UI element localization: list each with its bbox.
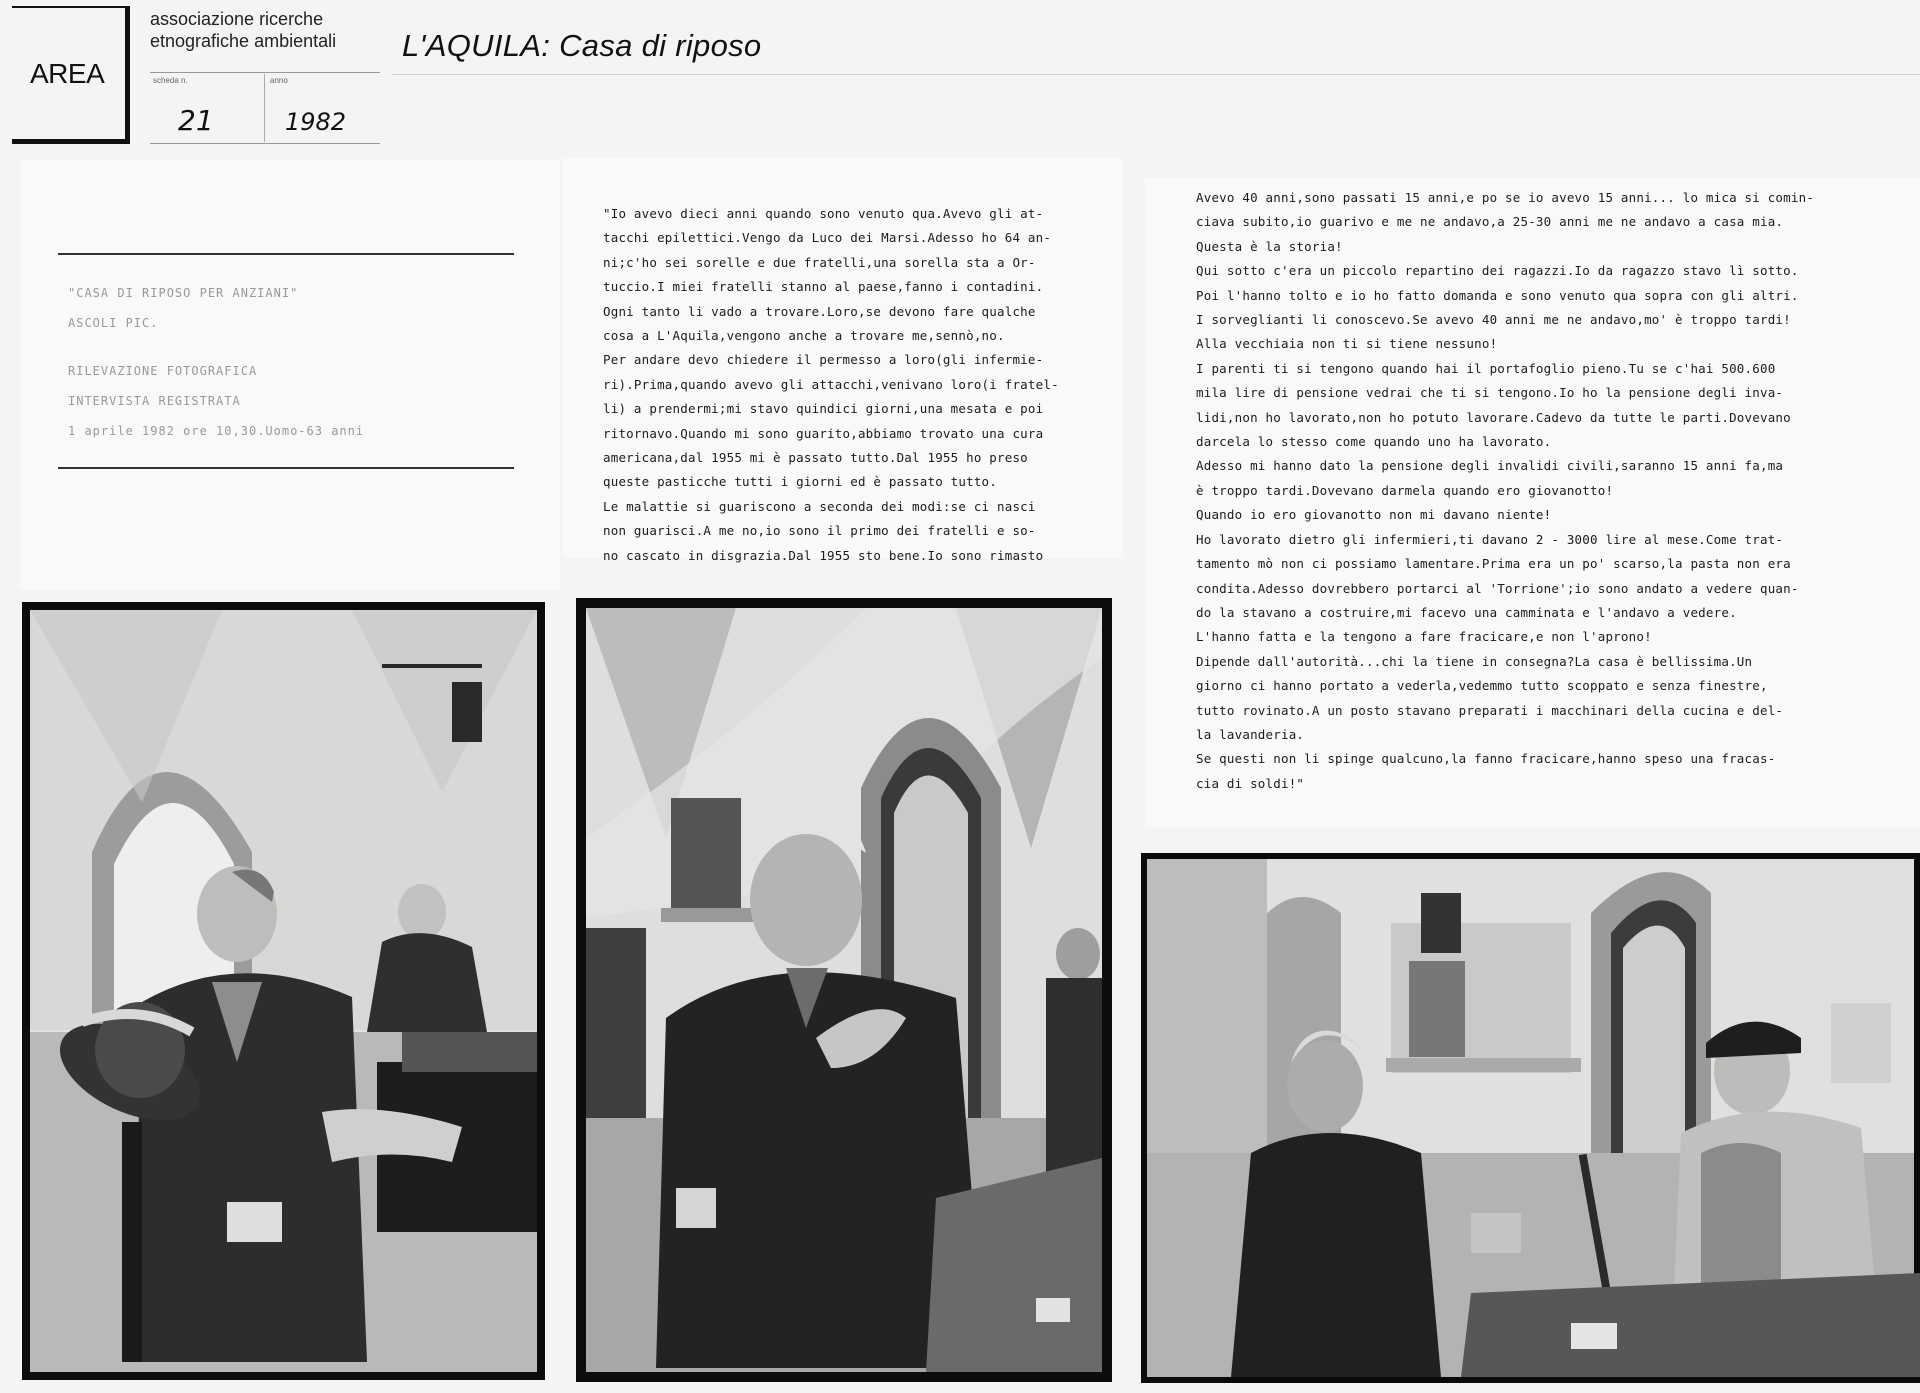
association-line-2: etnografiche ambientali [150, 31, 337, 51]
interview-line: giorno ci hanno portato a vederla,vedemmo tutto scoppato e senza finestre, [1196, 678, 1768, 694]
caption-line: ASCOLI PIC. [68, 316, 159, 330]
caption-rule-bottom [58, 467, 514, 469]
interview-line: do la stavano a costruire,mi facevo una camminata e l'andavo a vedere. [1196, 604, 1737, 620]
interview-column-2 [1196, 186, 1814, 796]
interview-line: cia di soldi!" [1196, 775, 1305, 791]
interview-line: Quando io ero giovanotto non mi davano niente! [1196, 507, 1552, 523]
interview-line: non guarisci.A me no,io sono il primo dei fratelli e so- [603, 523, 1036, 539]
photo-card-players [22, 602, 545, 1380]
page-title: L'AQUILA: Casa di riposo [402, 28, 762, 63]
interview-line: ni;c'ho sei sorelle e due fratelli,una sorella sta a Or- [603, 254, 1036, 270]
interview-line: Adesso mi hanno dato la pensione degli invalidi civili,saranno 15 anni fa,ma [1196, 458, 1784, 474]
interview-line: tutto rovinato.A un posto stavano preparati i macchinari della cucina e del- [1196, 702, 1784, 718]
caption-line: RILEVAZIONE FOTOGRAFICA [68, 364, 258, 378]
sheet-label: scheda n. [153, 76, 188, 85]
caption-line: 1 aprile 1982 ore 10,30.Uomo-63 anni [68, 424, 365, 438]
interview-line: queste pasticche tutti i giorni ed è passato tutto. [603, 474, 998, 490]
caption-line: INTERVISTA REGISTRATA [68, 394, 241, 408]
interview-line: Ho lavorato dietro gli infermieri,ti davano 2 - 3000 lire al mese.Come trat- [1196, 531, 1784, 547]
meta-divider-vertical [264, 74, 265, 142]
interview-line: Se questi non li spinge qualcuno,la fanno fracicare,hanno speso una fracas- [1196, 751, 1776, 767]
caption-line: "CASA DI RIPOSO PER ANZIANI" [68, 286, 299, 300]
interview-line: darcela lo stesso come quando uno ha lavorato. [1196, 434, 1552, 450]
interview-line: li) a prendermi;mi stavo quindici giorni,una mesata e poi [603, 401, 1044, 417]
interview-line: ciava subito,io guarivo e me ne andavo,a 25-30 anni me ne andavo a casa mia. [1196, 214, 1784, 230]
photo-card-conversation-image [1141, 853, 1920, 1383]
meta-divider-bottom [150, 143, 380, 144]
interview-line: lidi,non ho lavorato,non ho potuto lavorare.Cadevo da tutte le parti.Dovevano [1196, 409, 1791, 425]
interview-line: tacchi epilettici.Vengo da Luco dei Marsi.Adesso ho 64 an- [603, 230, 1052, 246]
interview-line: Alla vecchiaia non ti si tiene nessuno! [1196, 336, 1498, 352]
year-label: anno [270, 76, 288, 85]
interview-line: mila lire di pensione vedrai che ti si tengono.Io ho la pensione degli inva- [1196, 385, 1784, 401]
caption-block [68, 278, 364, 446]
association-line-1: associazione ricerche [150, 9, 324, 29]
interview-line: Questa è la storia! [1196, 238, 1343, 254]
interview-line: è troppo tardi.Dovevano darmela quando ero giovanotto! [1196, 482, 1614, 498]
interview-line: cosa a L'Aquila,vengono anche a trovare me,sennò,no. [603, 328, 1005, 344]
interview-line: Ogni tanto li vado a trovare.Loro,se devono fare qualche [603, 303, 1036, 319]
photo-card-speaker [576, 598, 1112, 1382]
photo-card-speaker-image [576, 598, 1112, 1382]
photo-card-conversation [1141, 853, 1920, 1383]
interview-line: I parenti ti si tengono quando hai il portafoglio pieno.Tu se c'hai 500.600 [1196, 360, 1776, 376]
year-value: 1982 [285, 108, 347, 136]
interview-line: Per andare devo chiedere il permesso a loro(gli infermie- [603, 352, 1044, 368]
meta-divider-top [150, 72, 380, 73]
interview-line: Le malattie si guariscono a seconda dei modi:se ci nasci [603, 498, 1036, 514]
interview-line: ritornavo.Quando mi sono guarito,abbiamo trovato una cura [603, 425, 1044, 441]
logo: AREA [30, 58, 105, 89]
interview-line: Avevo 40 anni,sono passati 15 anni,e po se io avevo 15 anni... lo mica si comin- [1196, 190, 1815, 205]
caption-rule-top [58, 253, 514, 255]
interview-line: tamento mò non ci possiamo lamentare.Prima era un po' scarso,la pasta non era [1196, 556, 1791, 572]
association-name [150, 8, 336, 52]
interview-line: tuccio.I miei fratelli stanno al paese,fanno i contadini. [603, 279, 1044, 295]
interview-line: Poi l'hanno tolto e io ho fatto domanda e sono venuto qua sopra con gli altri. [1196, 287, 1799, 303]
interview-line: ri).Prima,quando avevo gli attacchi,venivano loro(i fratel- [603, 376, 1059, 392]
interview-column-1 [603, 202, 1059, 568]
interview-line: Qui sotto c'era un piccolo repartino dei ragazzi.Io da ragazzo stavo lì sotto. [1196, 263, 1799, 279]
interview-line: no cascato in disgrazia.Dal 1955 sto bene.Io sono rimasto [603, 547, 1044, 563]
interview-line: la lavanderia. [1196, 726, 1305, 742]
photo-card-players-image [22, 602, 545, 1380]
interview-line: Dipende dall'autorità...chi la tiene in consegna?La casa è bellissima.Un [1196, 653, 1753, 669]
interview-line: I sorveglianti li conoscevo.Se avevo 40 anni me ne andavo,mo' è troppo tardi! [1196, 312, 1791, 328]
title-underline [392, 74, 1920, 75]
interview-line: "Io avevo dieci anni quando sono venuto qua.Avevo gli at- [603, 206, 1044, 221]
interview-line: L'hanno fatta e la tengono a fare fracicare,e non l'aprono! [1196, 629, 1652, 645]
interview-line: condita.Adesso dovrebbero portarci al 'Torrione';io sono andato a vedere quan- [1196, 580, 1799, 596]
interview-line: americana,dal 1955 mi è passato tutto.Dal 1955 ho preso [603, 450, 1028, 466]
sheet-number: 21 [178, 104, 214, 137]
